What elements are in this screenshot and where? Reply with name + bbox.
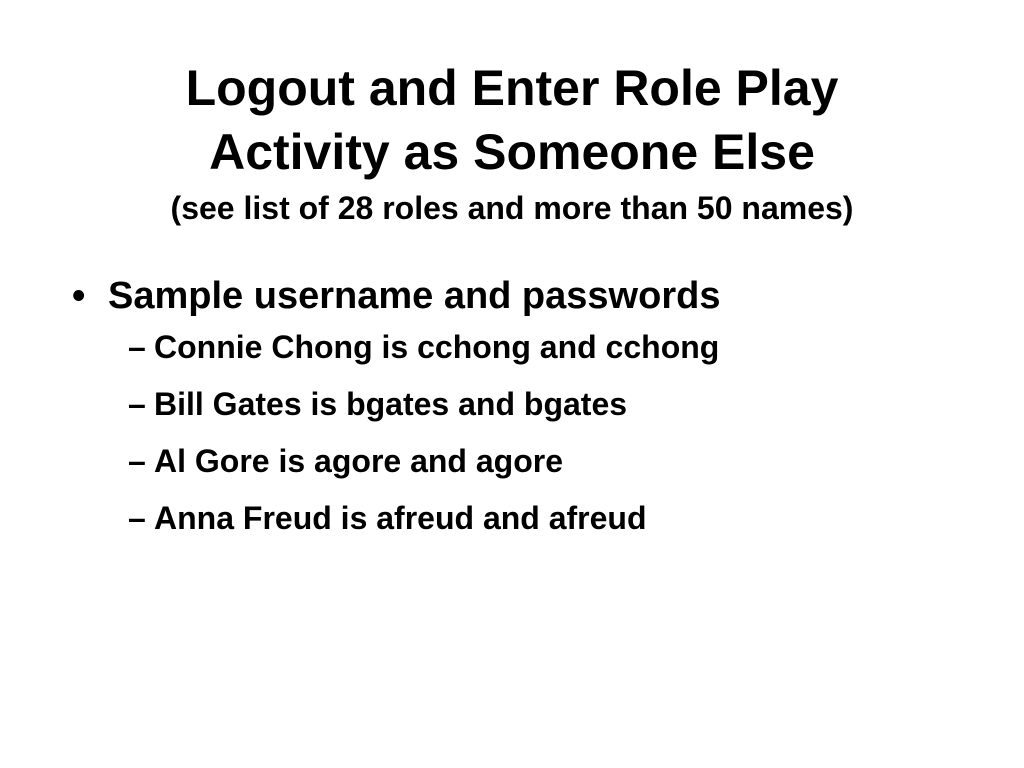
slide-body [72,270,972,556]
sub-bullet-item [128,328,972,366]
sub-bullet-text: Anna Freud is afreud and afreud [154,500,647,536]
sub-bullet-item [128,385,972,423]
sub-bullet-text: Al Gore is agore and agore [154,443,563,479]
bullet-marker: • [72,275,86,317]
sub-bullet-marker: – [128,500,146,536]
sub-bullet-text: Connie Chong is cchong and cchong [154,329,720,365]
sub-bullet-marker: – [128,329,146,365]
sub-bullet-marker: – [128,386,146,422]
bullet-item [72,270,972,322]
bullet-text: Sample username and passwords [108,275,721,317]
sub-bullet-marker: – [128,443,146,479]
title-line-1: Logout and Enter Role Play [185,60,839,116]
sub-bullet-text: Bill Gates is bgates and bgates [154,386,628,422]
sub-bullet-item [128,499,972,537]
title-line-2: Activity as Someone Else [209,124,815,180]
sub-bullet-list [128,328,972,537]
slide-subtitle: (see list of 28 roles and more than 50 names) [170,190,854,226]
slide-title [40,56,984,230]
sub-bullet-item [128,442,972,480]
